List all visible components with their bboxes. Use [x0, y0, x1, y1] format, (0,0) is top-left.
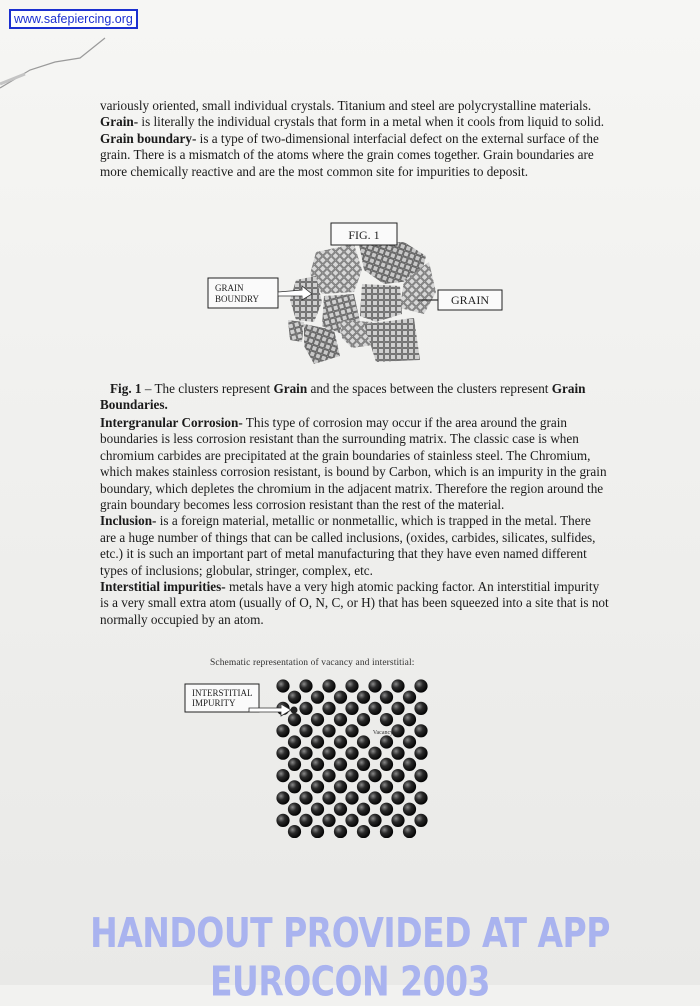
atom: [380, 825, 393, 838]
atom: [368, 747, 381, 760]
grain-boundary-definition: [100, 131, 610, 180]
atom: [414, 724, 427, 737]
atom: [414, 702, 427, 715]
atom: [311, 713, 324, 726]
atom: [357, 758, 370, 771]
atom: [368, 791, 381, 804]
atom: [368, 769, 381, 782]
interstitial-impurities-term: Interstitial impurities-: [100, 579, 226, 595]
definitions-section: [100, 415, 610, 628]
atom: [357, 713, 370, 726]
atom: [311, 735, 324, 748]
atom: [288, 713, 301, 726]
grain-definition: [100, 114, 610, 130]
atom: [391, 724, 404, 737]
atom: [357, 825, 370, 838]
atom: [299, 769, 312, 782]
atom: [288, 803, 301, 816]
atom: [391, 769, 404, 782]
atom: [334, 735, 347, 748]
grain-label: GRAIN: [451, 293, 489, 307]
atom: [403, 758, 416, 771]
grain-boundary-label-line1: GRAIN: [215, 283, 244, 293]
scan-artifact: [0, 20, 120, 90]
intergranular-corrosion-definition: [100, 415, 610, 513]
atom: [288, 825, 301, 838]
atom: [334, 691, 347, 704]
figure-1-title: FIG. 1: [348, 228, 380, 242]
site-url-link[interactable]: www.safepiercing.org: [9, 9, 138, 29]
caption-text-a: – The clusters represent: [141, 381, 274, 396]
atom: [380, 803, 393, 816]
atom: [368, 814, 381, 827]
atom: [299, 724, 312, 737]
atom: [276, 791, 289, 804]
atom: [391, 791, 404, 804]
atom: [322, 747, 335, 760]
atom: [288, 758, 301, 771]
atom: [380, 713, 393, 726]
atom: [311, 780, 324, 793]
atom: [391, 747, 404, 760]
caption-boundaries-word: Grain Boundaries.: [100, 381, 586, 413]
atom: [345, 702, 358, 715]
atom: [380, 735, 393, 748]
atom: [299, 702, 312, 715]
interstitial-impurity-label-line2: IMPURITY: [192, 698, 236, 708]
figure-1-grain-diagram: [204, 222, 504, 372]
interstitial-impurities-text: metals have a very high atomic packing factor. An interstitial impurity is a very small extra atom (usually of O, N, C, or H) that has been squeezed into a site that is not normally occupied by an atom.: [100, 579, 609, 627]
figure-1-caption: [100, 381, 610, 414]
atom: [311, 691, 324, 704]
atom: [334, 825, 347, 838]
intergranular-corrosion-term: Intergranular Corrosion-: [100, 415, 243, 430]
atom: [368, 702, 381, 715]
interstitial-impurity-label-line1: INTERSTITIAL: [192, 688, 253, 698]
atom: [322, 679, 335, 692]
grain-text: is literally the individual crystals that form in a metal when it cools from liquid to solid.: [138, 114, 604, 130]
inclusion-term: Inclusion-: [100, 513, 157, 529]
atom: [403, 691, 416, 704]
atom: [311, 803, 324, 816]
atom: [357, 735, 370, 748]
inclusion-text: is a foreign material, metallic or nonmetallic, which is trapped in the metal. There are a huge number of things that can be called inclusions, (oxides, carbides, silicates, sulfides, etc.) it is such an important part of metal manufacturing that they have even named different types of inclusions; globular, stringer, complex, etc.: [100, 513, 596, 578]
atom: [414, 769, 427, 782]
atom: [391, 679, 404, 692]
intergranular-corrosion-text: This type of corrosion may occur if the area around the grain boundaries is less corrosion resistant than the surrounding matrix. The classic case is when chromium carbides are precipitated at the grain boundaries of stainless steel. The Chromium, which makes stainless corrosion resistant, is bound by Carbon, which is an impurity in the grain boundary, which depletes the chromium in the adjacent matrix. Therefore the region around the grain boundary becomes less corrosion resistant than the rest of the material.: [100, 415, 607, 513]
grain-boundary-label-line2: BOUNDRY: [215, 294, 260, 304]
atom: [345, 814, 358, 827]
atom: [288, 780, 301, 793]
atom: [276, 724, 289, 737]
figure-2-lattice-diagram: [183, 672, 443, 838]
atom: [322, 702, 335, 715]
atom: [391, 702, 404, 715]
atom: [368, 679, 381, 692]
atom: [322, 769, 335, 782]
atom: [276, 747, 289, 760]
atom: [334, 758, 347, 771]
atom: [311, 825, 324, 838]
atom: [357, 803, 370, 816]
atom: [276, 769, 289, 782]
atom: [334, 780, 347, 793]
atom: [380, 780, 393, 793]
caption-text-b: and the spaces between the clusters represent: [307, 381, 552, 396]
atom-lattice: [276, 679, 427, 838]
grain-boundary-term: Grain boundary-: [100, 130, 197, 146]
figure-2-title: Schematic representation of vacancy and interstitial:: [210, 658, 415, 668]
atom: [322, 791, 335, 804]
interstitial-atom: [291, 707, 298, 714]
atom: [322, 724, 335, 737]
grain-term: Grain-: [100, 114, 139, 130]
atom: [403, 803, 416, 816]
atom: [403, 825, 416, 838]
atom: [311, 758, 324, 771]
atom: [288, 735, 301, 748]
atom: [357, 780, 370, 793]
atom: [414, 747, 427, 760]
atom: [345, 724, 358, 737]
atom: [391, 814, 404, 827]
grain-boundary-text: is a type of two-dimensional interfacial defect on the external surface of the grain. There is a mismatch of the atoms where the grain comes together. Grain boundaries are more chemically reactive and are the most common site for impurities to deposit.: [100, 130, 599, 179]
atom: [414, 679, 427, 692]
atom: [345, 791, 358, 804]
atom: [414, 791, 427, 804]
atom: [334, 803, 347, 816]
atom: [299, 791, 312, 804]
atom: [276, 679, 289, 692]
inclusion-definition: [100, 513, 610, 579]
atom: [288, 691, 301, 704]
intro-paragraph: variously oriented, small individual crystals. Titanium and steel are polycrystalline materials.: [100, 98, 592, 113]
atom: [345, 769, 358, 782]
atom: [345, 747, 358, 760]
atom: [403, 780, 416, 793]
atom: [380, 758, 393, 771]
atom: [414, 814, 427, 827]
atom: [322, 814, 335, 827]
atom: [380, 691, 393, 704]
atom: [299, 747, 312, 760]
atom: [357, 691, 370, 704]
watermark-banner: HANDOUT PROVIDED AT APP EUROCON 2003: [90, 908, 610, 1006]
interstitial-impurities-definition: [100, 579, 610, 628]
atom: [276, 814, 289, 827]
atom: [334, 713, 347, 726]
atom: [403, 735, 416, 748]
atom: [299, 679, 312, 692]
figure-1-caption-label: Fig. 1: [110, 381, 142, 396]
atom: [299, 814, 312, 827]
intro-text: [100, 98, 610, 180]
atom: [345, 679, 358, 692]
vacancy-label: Vacancy: [372, 730, 394, 736]
atom: [403, 713, 416, 726]
caption-grain-word: Grain: [273, 381, 308, 396]
